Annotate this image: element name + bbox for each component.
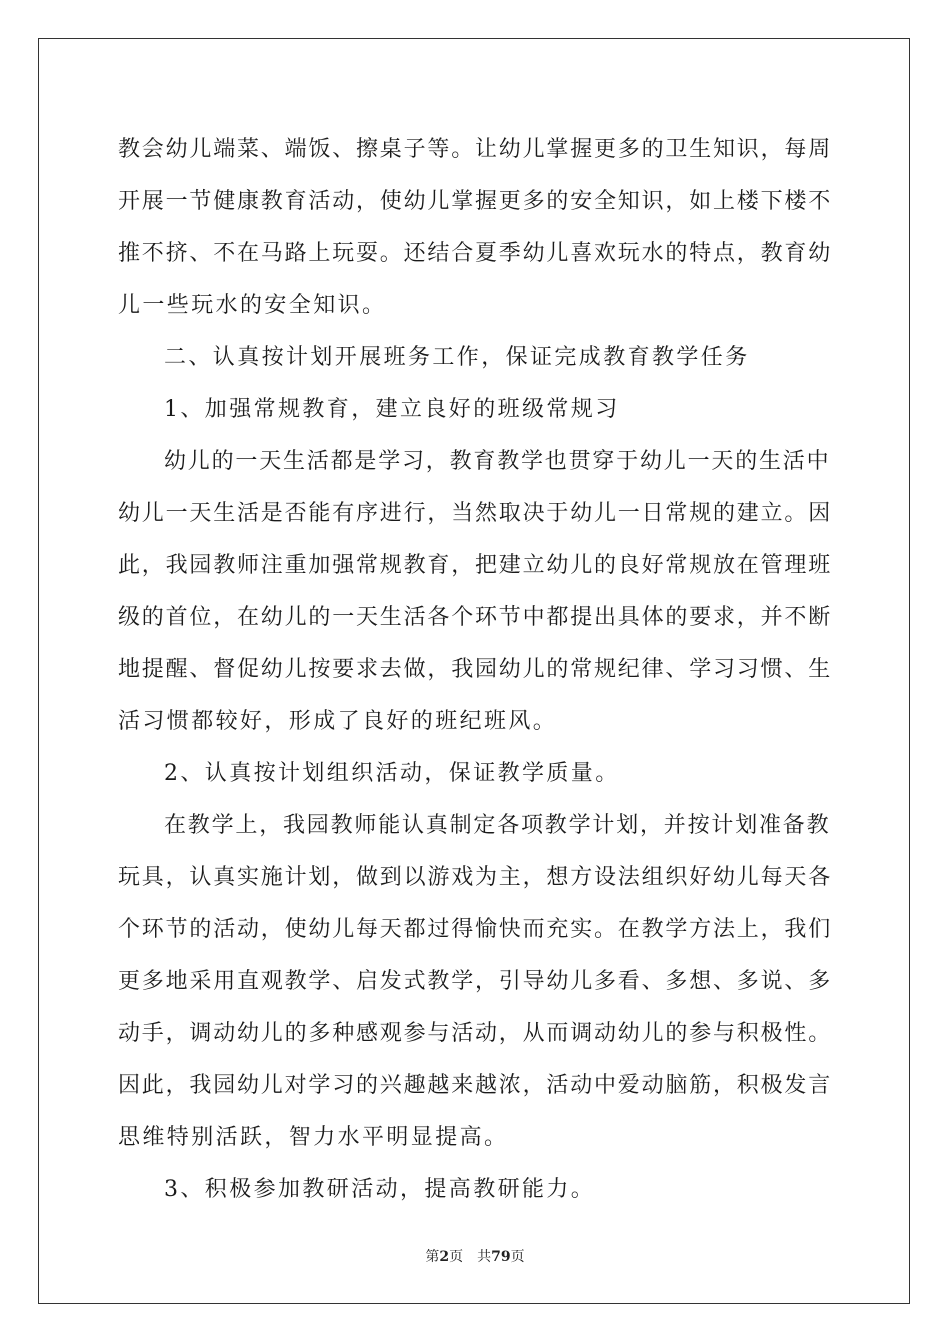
text-line: 开展一节健康教育活动，使幼儿掌握更多的安全知识，如上楼下楼不 (118, 189, 833, 214)
subsection-heading: 2、认真按计划组织活动，保证教学质量。 (164, 761, 620, 786)
text-line: 在教学上，我园教师能认真制定各项教学计划，并按计划准备教 (164, 813, 831, 838)
total-prefix: 共 (477, 1249, 492, 1265)
text-line: 幼儿一天生活是否能有序进行，当然取决于幼儿一日常规的建立。因 (118, 501, 833, 526)
section-heading: 二、认真按计划开展班务工作，保证完成教育教学任务 (164, 345, 750, 370)
subsection-heading: 3、积极参加教研活动，提高教研能力。 (164, 1177, 596, 1202)
text-line: 幼儿的一天生活都是学习，教育教学也贯穿于幼儿一天的生活中 (164, 449, 831, 474)
text-line: 儿一些玩水的安全知识。 (118, 293, 387, 318)
document-body (118, 124, 834, 1216)
text-line: 教会幼儿端菜、端饭、擦桌子等。让幼儿掌握更多的卫生知识，每周 (118, 137, 833, 162)
page-prefix: 第 (425, 1249, 440, 1265)
text-line: 更多地采用直观教学、启发式教学，引导幼儿多看、多想、多说、多 (118, 969, 833, 994)
text-line: 玩具，认真实施计划，做到以游戏为主，想方设法组织好幼儿每天各 (118, 865, 833, 890)
text-line: 推不挤、不在马路上玩耍。还结合夏季幼儿喜欢玩水的特点，教育幼 (118, 241, 833, 266)
text-line: 思维特别活跃，智力水平明显提高。 (118, 1125, 509, 1150)
total-pages: 79 (491, 1249, 511, 1265)
page-number: 2 (439, 1249, 450, 1265)
text-line: 个环节的活动，使幼儿每天都过得愉快而充实。在教学方法上，我们 (118, 917, 833, 942)
text-line: 动手，调动幼儿的多种感观参与活动，从而调动幼儿的参与积极性。 (118, 1021, 833, 1046)
subsection-heading: 1、加强常规教育，建立良好的班级常规习 (164, 397, 620, 422)
text-line: 地提醒、督促幼儿按要求去做，我园幼儿的常规纪律、学习习惯、生 (118, 657, 833, 682)
text-line: 活习惯都较好，形成了良好的班纪班风。 (118, 709, 558, 734)
page-footer (0, 1246, 950, 1266)
total-suffix: 页 (510, 1249, 525, 1265)
text-line: 级的首位，在幼儿的一天生活各个环节中都提出具体的要求，并不断 (118, 605, 833, 630)
text-line: 此，我园教师注重加强常规教育，把建立幼儿的良好常规放在管理班 (118, 553, 833, 578)
page-suffix: 页 (449, 1249, 464, 1265)
text-line: 因此，我园幼儿对学习的兴趣越来越浓，活动中爱动脑筋，积极发言 (118, 1073, 833, 1098)
